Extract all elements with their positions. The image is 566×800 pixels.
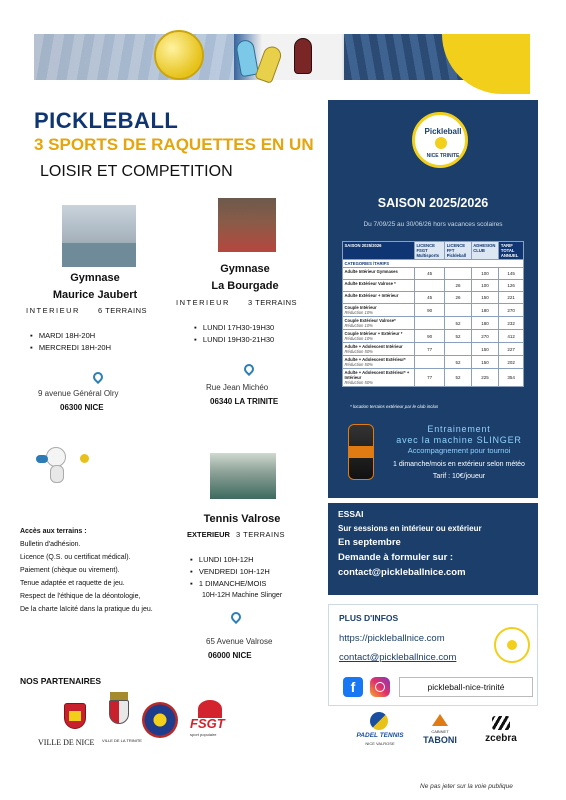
fsgt-logo (186, 700, 238, 744)
mascot-ball-icon (80, 454, 89, 463)
schedule-item: ▪ VENDREDI 10H-12H (190, 567, 270, 576)
acces-line: Tenue adaptée et raquette de jeu. (20, 580, 125, 587)
row-reduction: Réduction 10% (344, 310, 373, 315)
table-cell: 150 (471, 292, 499, 304)
table-cell: 221 (499, 292, 524, 304)
row-label: Adulte + Adolescent Intérieur (344, 344, 403, 349)
email-link[interactable]: contact@pickleballnice.com (339, 652, 457, 663)
fsgt-text: FSGT (190, 716, 225, 731)
footer-note: Ne pas jeter sur la voie publique (420, 783, 513, 790)
row-label: Adulte Extérieur + Intérieur (344, 293, 399, 298)
logo-top-text: Pickleball (424, 127, 462, 136)
instagram-icon[interactable] (370, 677, 390, 697)
table-row (343, 343, 524, 356)
mascot-illustration (36, 443, 90, 489)
acces-line: Paiement (chèque ou virement). (20, 567, 120, 574)
paddle-red-icon (294, 38, 312, 74)
schedule-text: MERCREDI 18H-20H (38, 343, 112, 352)
schedule-item: ▪ 1 DIMANCHE/MOIS (190, 579, 267, 588)
jaubert-photo (62, 205, 136, 267)
table-cell: 270 (499, 304, 524, 317)
table-cell: 227 (499, 343, 524, 356)
jaubert-name-2: Maurice Jaubert (52, 289, 138, 301)
schedule-text: VENDREDI 10H-12H (198, 567, 270, 576)
infos-box (328, 604, 538, 706)
bourgade-schedule (194, 322, 274, 346)
training-price: Tarif : 10€/joueur (432, 473, 486, 480)
table-col-header: LICENCE FSGT Multisports (415, 242, 445, 260)
table-cell: 90 (415, 304, 445, 317)
row-label: Couple Extérieur Valrose* (344, 318, 396, 323)
bourgade-name-1: Gymnase (220, 263, 270, 275)
table-row (343, 317, 524, 330)
table-cell: 100 (471, 280, 499, 292)
table-note: * location terrains extérieur par le club inclus (350, 404, 439, 409)
valrose-photo (210, 453, 276, 499)
table-cell: 232 (499, 317, 524, 330)
table-cell (415, 317, 445, 330)
table-cell: 412 (499, 330, 524, 343)
facebook-icon[interactable]: f (343, 677, 363, 697)
taboni-logo (420, 714, 460, 754)
zcebra-text: zcebra (485, 733, 517, 744)
padel-ball-icon (370, 712, 388, 730)
table-cell: 77 (415, 369, 445, 387)
row-label: Couple Intérieur + Extérieur * (344, 331, 403, 336)
bourgade-city: 06340 LA TRINITE (210, 397, 279, 406)
zcebra-logo (480, 716, 522, 752)
padel-text: PADEL TENNIS (356, 732, 404, 739)
social-handle[interactable]: pickleball-nice-trinité (399, 677, 533, 697)
acces-line: De la charte laïcité dans la pratique du jeu. (20, 606, 153, 613)
table-row (343, 260, 524, 268)
location-pin-icon (91, 370, 105, 384)
table-col-header: ADHESION CLUB (471, 242, 499, 260)
padel-tennis-logo (346, 712, 414, 752)
table-cell: 52 (445, 330, 472, 343)
partners-title: NOS PARTENAIRES (20, 676, 102, 686)
table-row (343, 280, 524, 292)
schedule-item: ▪ MARDI 18H-20H (30, 331, 96, 340)
banner-yellow-corner (442, 34, 530, 94)
valrose-courts: 3 TERRAINS (236, 530, 286, 539)
table-cell: 90 (415, 330, 445, 343)
table-cell: 45 (415, 268, 445, 280)
taboni-subtitle: CABINET (431, 729, 449, 734)
valrose-city: 06000 NICE (208, 651, 252, 660)
jaubert-address: 9 avenue Général Olry (38, 389, 119, 398)
table-row (343, 330, 524, 343)
valrose-type: EXTERIEUR (187, 530, 230, 539)
table-col-header: LICENCE FFT Pickleball (445, 242, 472, 260)
table-cell: 270 (471, 330, 499, 343)
table-cell: 180 (471, 317, 499, 330)
table-categories-label: CATEGORIES /TARIFS (343, 260, 524, 268)
ville-nice-label: VILLE DE NICE (38, 738, 95, 747)
tarifs-table (342, 241, 524, 387)
logo-bottom-text: NICE TRINITE (426, 153, 460, 159)
mascot-paddle-icon (36, 455, 48, 463)
table-row (343, 369, 524, 387)
padel-subtitle: NICE VALROSE (365, 741, 395, 746)
table-col-header: TARIF TOTAL ANNUEL (499, 242, 524, 260)
banner-court-photo (34, 34, 234, 80)
training-machine: avec la machine SLINGER (396, 435, 522, 445)
schedule-text: MARDI 18H-20H (38, 331, 96, 340)
row-reduction: Réduction 50% (344, 349, 373, 354)
nice-eagle-icon (69, 711, 81, 721)
bourgade-address: Rue Jean Michéo (206, 383, 269, 392)
acces-line: Respect de l'éthique de la déontologie, (20, 593, 141, 600)
schedule-text: LUNDI 10H-12H (198, 555, 254, 564)
essai-email[interactable]: contact@pickleballnice.com (338, 567, 466, 578)
schedule-note: 10H-12H Machine Slinger (202, 592, 283, 599)
valrose-name: Tennis Valrose (203, 513, 281, 525)
table-cell: 145 (499, 268, 524, 280)
schedule-text: LUNDI 17H30-19H30 (202, 323, 275, 332)
jaubert-name-1: Gymnase (70, 272, 120, 284)
page-subtitle: 3 SPORTS DE RAQUETTES EN UN (34, 135, 314, 154)
table-cell: 354 (499, 369, 524, 387)
trinite-label: VILLE DE LA TRINITE (102, 738, 142, 743)
season-dates: Du 7/09/25 au 30/06/26 hors vacances scolaires (363, 221, 503, 228)
table-cell: 52 (445, 356, 472, 369)
table-cell (445, 268, 472, 280)
schedule-text: LUNDI 19H30-21H30 (202, 335, 275, 344)
trinite-shield (109, 700, 129, 724)
bourgade-type: INTERIEUR (176, 298, 230, 307)
table-cell: 26 (445, 292, 472, 304)
training-title: Entrainement (427, 424, 491, 434)
season-title: SAISON 2025/2026 (377, 196, 489, 210)
row-label: Adulte Extérieur Valrose * (344, 281, 396, 286)
table-cell: 180 (471, 304, 499, 317)
essai-title: ESSAI (338, 509, 364, 519)
acces-line: Licence (Q.S. ou certificat médical). (20, 554, 131, 561)
table-cell: 52 (445, 369, 472, 387)
row-label: Couple Intérieur (344, 305, 377, 310)
schedule-item: ▪ LUNDI 17H30-19H30 (194, 323, 275, 332)
table-cell (415, 280, 445, 292)
training-tournament: Accompagnement pour tournoi (407, 446, 511, 455)
logo-ball-icon (435, 137, 447, 149)
instagram-lens (375, 682, 385, 692)
infos-title: PLUS D'INFOS (339, 613, 399, 623)
taboni-text: TABONI (423, 735, 457, 745)
table-cell: 45 (415, 292, 445, 304)
table-row (343, 356, 524, 369)
row-reduction: Réduction 50% (344, 380, 373, 385)
table-cell: 225 (471, 369, 499, 387)
valrose-address: 65 Avenue Valrose (206, 637, 273, 646)
trinite-crest-icon (106, 692, 132, 728)
website-link[interactable]: https://pickleballnice.com (339, 633, 445, 644)
mascot-body (50, 465, 64, 483)
bourgade-name-2: La Bourgade (211, 280, 279, 292)
table-row (343, 304, 524, 317)
club-logo-small (494, 627, 530, 663)
location-pin-icon (242, 362, 256, 376)
table-cell: 77 (415, 343, 445, 356)
training-schedule: 1 dimanche/mois en extérieur selon météo (393, 461, 525, 468)
slinger-band (349, 446, 373, 458)
ball-icon (507, 640, 517, 650)
bourgade-photo (218, 198, 276, 252)
row-label: Adulte Intérieur Gymnases (344, 269, 398, 274)
table-cell: 52 (445, 317, 472, 330)
table-cell (415, 356, 445, 369)
location-pin-icon (229, 610, 243, 624)
table-corner-cell: SAISON 2025/2026 (343, 242, 415, 260)
row-reduction: Réduction 50% (344, 362, 373, 367)
acces-section (20, 525, 153, 616)
row-reduction: Réduction 10% (344, 336, 373, 341)
row-reduction: Réduction 10% (344, 323, 373, 328)
table-header-row (343, 242, 524, 260)
schedule-item: ▪ LUNDI 19H30-21H30 (194, 335, 275, 344)
table-cell: 26 (445, 280, 472, 292)
table-cell (445, 343, 472, 356)
zcebra-stripes-icon (492, 716, 510, 730)
row-label: Adulte + Adolescent Extérieur* + Intérieur (344, 370, 410, 380)
schedule-item: ▪ LUNDI 10H-12H (190, 555, 254, 564)
acces-title: Accès aux terrains : (20, 528, 87, 535)
essai-line-1: Sur sessions en intérieur ou extérieur (338, 524, 482, 533)
essai-line-2: En septembre (338, 537, 401, 548)
schedule-text: 1 DIMANCHE/MOIS (198, 579, 267, 588)
jaubert-courts: 6 TERRAINS (98, 306, 148, 315)
table-cell (445, 304, 472, 317)
jaubert-schedule (30, 330, 111, 354)
table-cell: 150 (471, 356, 499, 369)
page-title: PICKLEBALL (34, 108, 179, 133)
mascot-head (46, 447, 66, 467)
club-logo (412, 112, 468, 168)
taboni-triangle-icon (432, 714, 448, 726)
essai-line-3: Demande à formuler sur : (338, 552, 454, 563)
valrose-schedule (190, 554, 282, 602)
nice-shield-icon (58, 703, 92, 733)
row-label: Adulte + Adolescent Extérieur* (344, 357, 406, 362)
table-row (343, 268, 524, 280)
table-cell: 150 (471, 343, 499, 356)
regional-seal-icon (142, 702, 178, 738)
jaubert-court-floor (62, 243, 136, 267)
table-cell: 202 (499, 356, 524, 369)
fsgt-subtitle: sport populaire (190, 732, 217, 737)
page-tagline: LOISIR ET COMPETITION (40, 163, 233, 180)
pickleball-ball-icon (154, 30, 204, 80)
table-row (343, 292, 524, 304)
table-cell: 100 (471, 268, 499, 280)
schedule-item: ▪ MERCREDI 18H-20H (30, 343, 112, 352)
jaubert-city: 06300 NICE (60, 403, 104, 412)
bourgade-courts: 3 TERRAINS (248, 298, 298, 307)
acces-line: Bulletin d'adhésion. (20, 541, 81, 548)
table-cell: 126 (499, 280, 524, 292)
trinite-crown (110, 692, 128, 700)
essai-box (328, 503, 538, 595)
jaubert-type: INTERIEUR (26, 306, 80, 315)
